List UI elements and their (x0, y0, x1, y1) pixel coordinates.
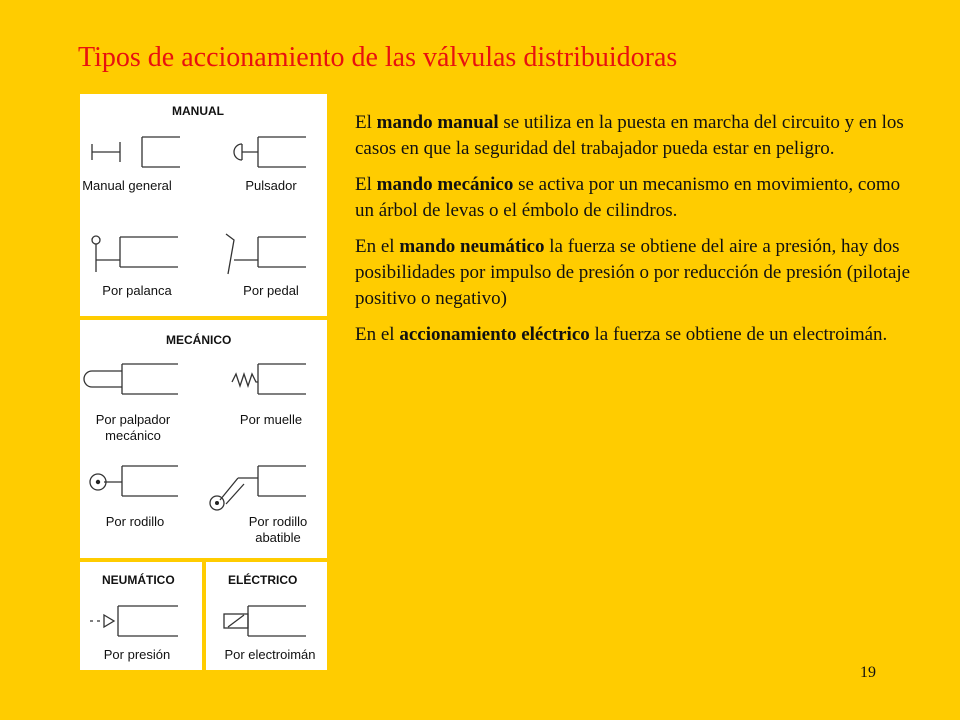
electroiman-symbol (224, 606, 306, 636)
caption-palanca: Por palanca (102, 283, 172, 298)
palpador-symbol (84, 364, 178, 394)
caption-pedal: Por pedal (243, 283, 299, 298)
caption-muelle: Por muelle (239, 412, 303, 427)
muelle-symbol (232, 364, 306, 394)
caption-manual-general: Manual general (82, 178, 172, 193)
rodillo-abatible-symbol (210, 466, 306, 510)
caption-rodillo: Por rodillo (105, 514, 165, 529)
paragraph-neumatico: En el mando neumático la fuerza se obtiene del aire a presión, hay dos posibilidades por impulso de presión o por reducción de presión (pilotaje positivo o negativo) (355, 236, 911, 309)
palanca-symbol (92, 236, 178, 272)
paragraph-mecanico: El mando mecánico se activa por un mecanismo en movimiento, como un árbol de levas o el émbolo de cilindros. (355, 174, 901, 221)
body-text (355, 110, 915, 358)
heading-neumatico: NEUMÁTICO (102, 573, 175, 587)
paragraph-manual: El mando manual se utiliza en la puesta en marcha del circuito y en los casos en que la seguridad del trabajador pueda estar en peligro. (355, 112, 904, 159)
paragraph-electrico: En el accionamiento eléctrico la fuerza se obtiene de un electroimán. (355, 324, 888, 345)
caption-rodillo-abatible: Por rodillo abatible (248, 514, 308, 545)
presion-symbol (90, 606, 178, 636)
caption-pulsador: Pulsador (245, 178, 297, 193)
rodillo-symbol (90, 466, 178, 496)
caption-presion: Por presión (103, 647, 171, 662)
manual-general-symbol (92, 137, 180, 167)
caption-electroiman: Por electroimán (224, 647, 316, 662)
actuation-symbols-figure (80, 94, 327, 670)
heading-electrico: ELÉCTRICO (228, 573, 298, 587)
page-number: 19 (860, 664, 876, 681)
caption-palpador: Por palpador mecánico (95, 412, 171, 443)
heading-manual: MANUAL (172, 104, 224, 118)
heading-mecanico: MECÁNICO (166, 333, 232, 347)
pulsador-symbol (234, 137, 306, 167)
slide-title: Tipos de accionamiento de las válvulas distribuidoras (78, 42, 678, 73)
pedal-symbol (226, 234, 306, 274)
